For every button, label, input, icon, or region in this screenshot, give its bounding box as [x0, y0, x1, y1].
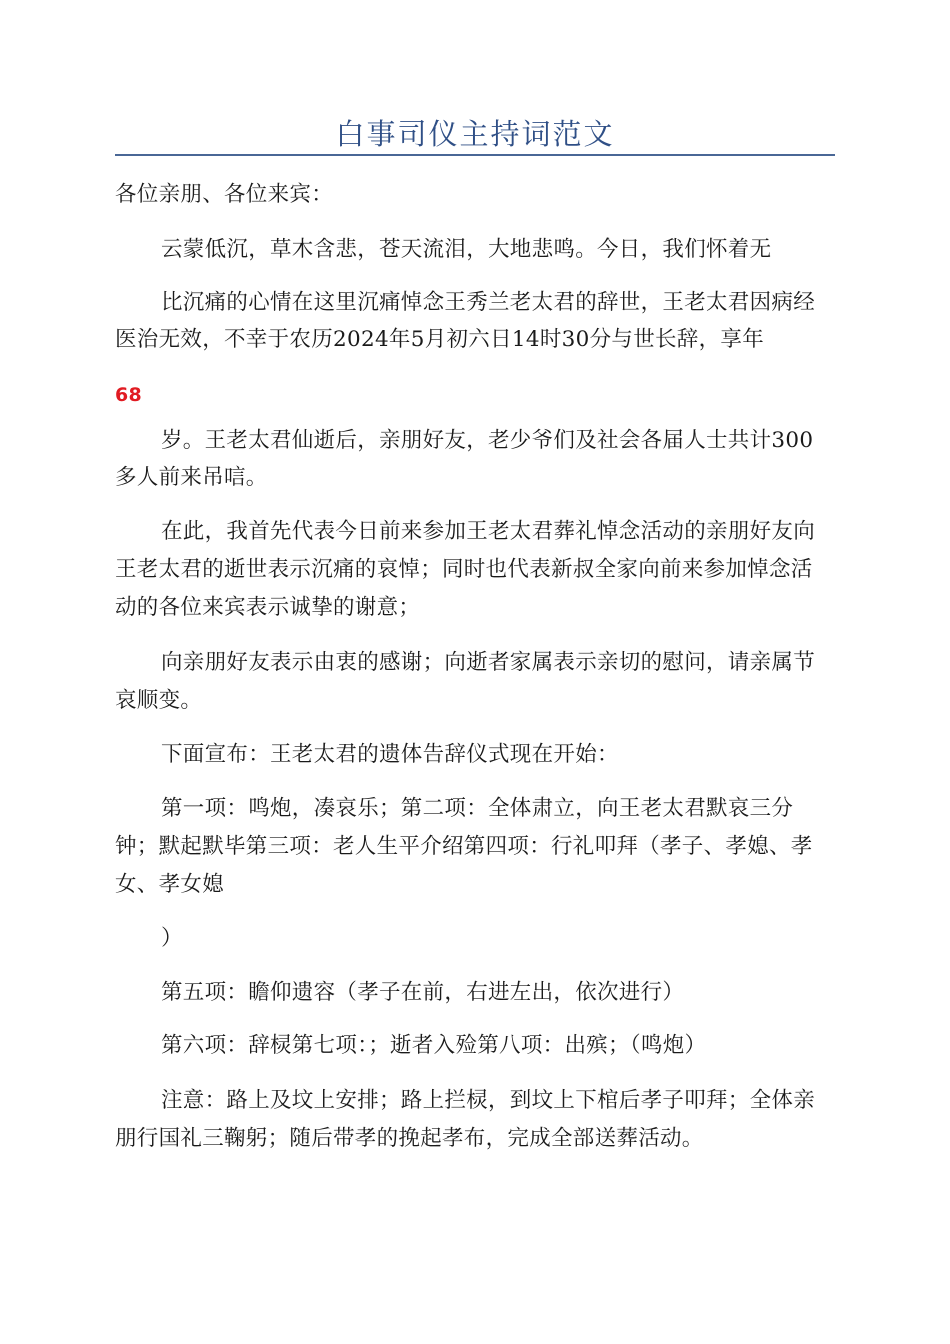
paragraph-line: 医治无效，不幸于农历2024年5月初六日14时30分与世长辞，享年 — [115, 327, 765, 352]
paragraph-line: 比沉痛的心情在这里沉痛悼念王秀兰老太君的辞世，王老太君因病经 — [161, 290, 816, 315]
paragraph-line: 多人前来吊唁。 — [115, 465, 268, 490]
salutation-line: 各位亲朋、各位来宾： — [115, 182, 334, 207]
paragraph-line: 女、孝女媳 — [115, 872, 225, 897]
paragraph-line: 第五项：瞻仰遗容（孝子在前，右进左出，依次进行） — [161, 980, 685, 1005]
paragraph-line: 第六项：辞棂第七项：；逝者入殓第八项：出殡；（鸣炮） — [161, 1033, 707, 1058]
title-underline — [115, 154, 835, 156]
paragraph-line: 在此，我首先代表今日前来参加王老太君葬礼悼念活动的亲朋好友向 — [161, 519, 816, 544]
paragraph-line: 向亲朋好友表示由衷的感谢；向逝者家属表示亲切的慰问，请亲属节 — [161, 650, 816, 675]
paragraph-line: 朋行国礼三鞠躬；随后带孝的挽起孝布，完成全部送葬活动。 — [115, 1126, 704, 1151]
paragraph-line: 钟；默起默毕第三项：老人生平介绍第四项：行礼叩拜（孝子、孝媳、孝 — [115, 834, 813, 859]
document-title: 白事司仪主持词范文 — [335, 117, 615, 151]
paragraph-line: ） — [161, 926, 183, 951]
paragraph-line: 王老太君的逝世表示沉痛的哀悼；同时也代表新叔全家向前来参加悼念活 — [115, 557, 813, 582]
paragraph-line: 哀顺变。 — [115, 688, 203, 713]
paragraph-line: 注意：路上及坟上安排；路上拦棂，到坟上下棺后孝子叩拜；全体亲 — [161, 1088, 816, 1113]
paragraph-line: 岁。王老太君仙逝后，亲朋好友，老少爷们及社会各届人士共计300 — [161, 428, 814, 453]
paragraph-line: 云蒙低沉，草木含悲，苍天流泪，大地悲鸣。今日，我们怀着无 — [161, 237, 772, 262]
paragraph-line: 下面宣布：王老太君的遗体告辞仪式现在开始： — [161, 742, 619, 767]
paragraph-line: 动的各位来宾表示诚挚的谢意； — [115, 595, 421, 620]
age-number: 68 — [115, 384, 143, 406]
paragraph-line: 第一项：鸣炮，凑哀乐；第二项：全体肃立，向王老太君默哀三分 — [161, 796, 794, 821]
